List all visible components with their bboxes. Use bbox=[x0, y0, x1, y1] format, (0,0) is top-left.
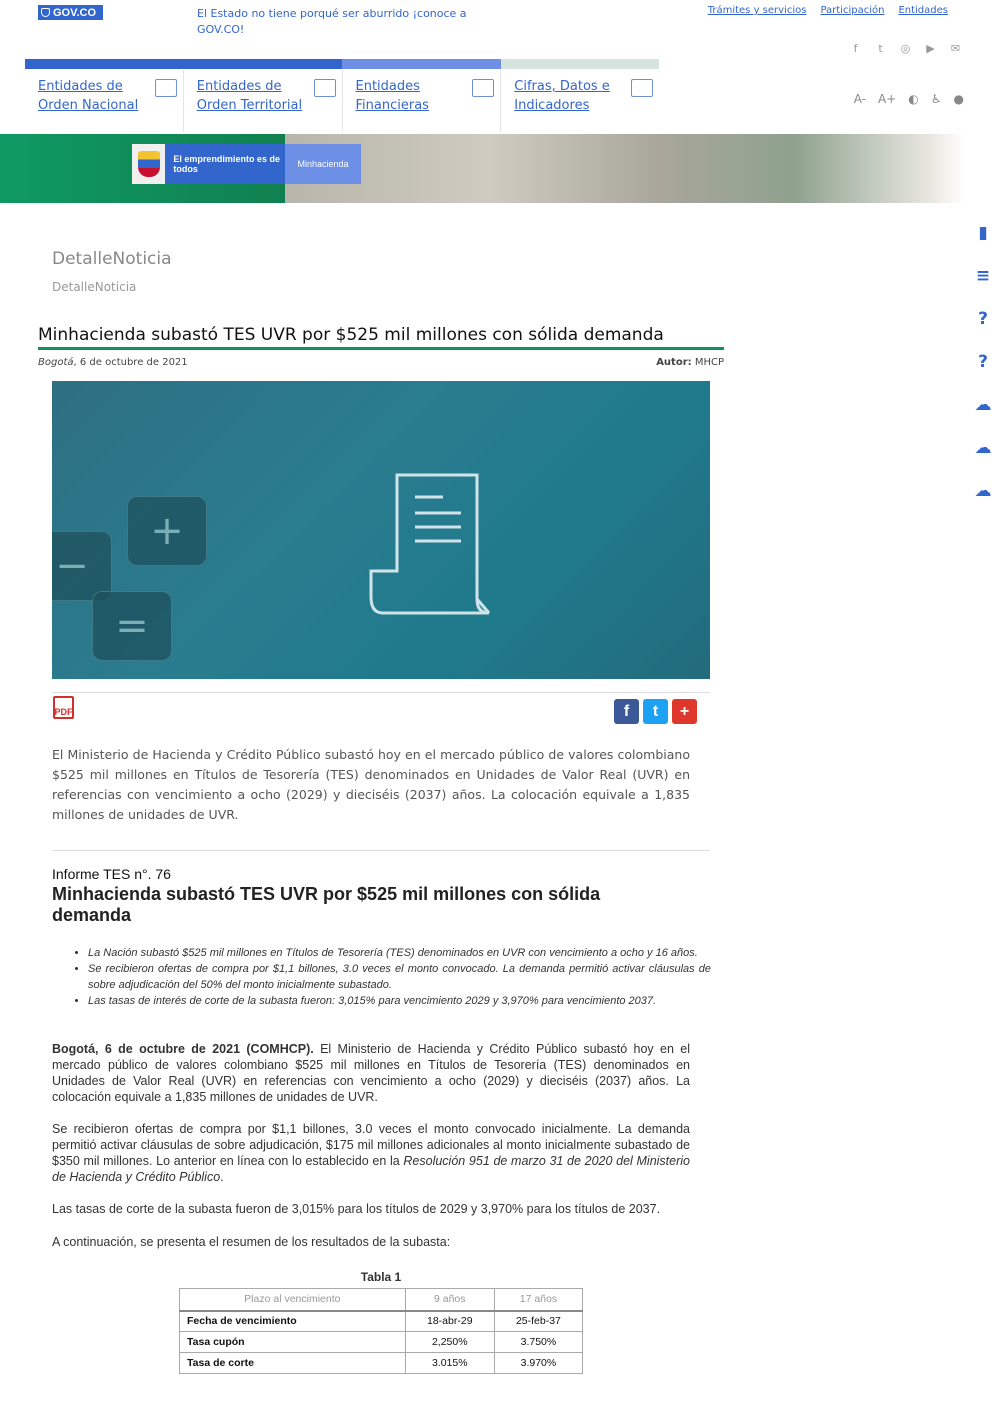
paragraph-text: El Ministerio de Hacienda y Crédito Público subastó hoy en el mercado público de valores colombiano $525 mil millones en Títulos de Tesorería (TES) denominados en Unidades de Valor Real (UVR) en referencias con vencimiento a ocho (2029) y dieciséis (2037) años. La colocación equivale a 1,835 millones de unidades de UVR. bbox=[52, 1042, 690, 1104]
page-title: DetalleNoticia bbox=[52, 249, 172, 269]
gov-co-logo[interactable] bbox=[38, 5, 103, 20]
table-cell: 25-feb-37 bbox=[494, 1311, 582, 1332]
nav-label: Entidades de Orden Territorial bbox=[196, 79, 303, 113]
list-item: • Se recibieron ofertas de compra por $1,1 billones, 3.0 veces el monto convocado. La demanda permitió activar cláusulas de sobre adjudicación del 50% del monto inicialmente subastado. bbox=[88, 961, 711, 993]
nav-item-orden-nacional[interactable] bbox=[25, 70, 184, 132]
nav-item-financieras[interactable] bbox=[343, 70, 502, 132]
breadcrumb[interactable]: DetalleNoticia bbox=[52, 280, 137, 294]
table-title: Tabla 1 bbox=[360, 1270, 402, 1284]
color-bar bbox=[25, 59, 659, 69]
paragraph-text: Se recibieron ofertas de compra por $1,1 billones, 3.0 veces el monto convocado inicialmente. La demanda permitió activar cláusulas de sobre adjudicación, $175 mil millones adicionales al monto inicialmente subastado de $350 mil millones. Lo anterior en línea con lo establecido en la bbox=[52, 1122, 690, 1168]
help-icon[interactable]: ? bbox=[978, 309, 988, 329]
twitter-share-icon[interactable]: t bbox=[643, 699, 668, 724]
facebook-share-icon[interactable]: f bbox=[614, 699, 639, 724]
entity-nav bbox=[25, 70, 659, 132]
article-title: Minhacienda subastó TES UVR por $525 mil millones con sólida demanda bbox=[38, 325, 724, 350]
results-table bbox=[179, 1288, 583, 1374]
youtube-icon[interactable]: ▶ bbox=[926, 42, 935, 55]
shield-icon bbox=[41, 8, 50, 17]
resolution-reference: Resolución 951 de marzo 31 de 2020 del Ministerio de Hacienda y Crédito Público bbox=[52, 1154, 690, 1184]
report-number: Informe TES n°. 76 bbox=[52, 866, 171, 882]
author-name: MHCP bbox=[694, 357, 724, 368]
banner-photo bbox=[285, 134, 965, 203]
chat-icon[interactable]: ☁ bbox=[974, 481, 992, 501]
mail-icon[interactable]: ✉ bbox=[950, 42, 961, 55]
article-image bbox=[52, 381, 710, 679]
bank-icon bbox=[472, 79, 494, 97]
file-text-icon[interactable]: ≡ bbox=[975, 266, 991, 286]
key-points-list bbox=[88, 945, 711, 1009]
key-shape: + bbox=[127, 496, 207, 566]
list-item: • Las tasas de interés de corte de la subasta fueron: 3,015% para vencimiento 2029 y 3,970% para vencimiento 2037. bbox=[88, 993, 711, 1009]
table-header: 17 años bbox=[494, 1289, 582, 1311]
top-links bbox=[708, 5, 948, 16]
hero-banner bbox=[0, 134, 1000, 203]
table-cell: 3.750% bbox=[494, 1332, 582, 1353]
table-header: 9 años bbox=[405, 1289, 494, 1311]
author-label: Autor: bbox=[656, 357, 692, 368]
article-dateline bbox=[38, 357, 188, 368]
chat-icon[interactable]: ☁ bbox=[974, 438, 992, 458]
table-cell: 3.970% bbox=[494, 1353, 582, 1374]
decrease-font-button[interactable]: A- bbox=[853, 92, 866, 106]
building-icon bbox=[155, 79, 177, 97]
key-shape: = bbox=[92, 591, 172, 661]
dateline-bold: Bogotá, 6 de octubre de 2021 (COMHCP). bbox=[52, 1042, 314, 1056]
article-city: Bogotá bbox=[38, 357, 74, 368]
table-cell: 3.015% bbox=[405, 1353, 494, 1374]
table-header-row bbox=[180, 1289, 583, 1311]
paragraph-end: . bbox=[220, 1170, 224, 1184]
accessibility-icon[interactable]: ♿ bbox=[930, 92, 942, 106]
banner-logo[interactable] bbox=[132, 144, 285, 184]
color-bar-segment bbox=[184, 59, 343, 69]
table-cell: 2,250% bbox=[405, 1332, 494, 1353]
table-row bbox=[180, 1332, 583, 1353]
facebook-icon[interactable]: f bbox=[853, 42, 858, 55]
share-buttons bbox=[614, 699, 697, 724]
banner-slogan: El emprendimiento es de todos bbox=[173, 154, 280, 174]
table-row bbox=[180, 1353, 583, 1374]
key-shape: − bbox=[52, 531, 112, 601]
body-paragraph bbox=[52, 1041, 690, 1105]
nav-item-orden-territorial[interactable] bbox=[184, 70, 343, 132]
gov-logo-text: GOV.CO bbox=[53, 6, 96, 19]
article-author bbox=[656, 357, 724, 368]
article-lead: El Ministerio de Hacienda y Crédito Público subastó hoy en el mercado público de valores colombiano $525 mil millones en Títulos de Tesorería (TES) denominados en Unidades de Valor Real (UVR) en referencias con vencimiento a ocho (2029) y dieciséis (2037) años. La colocación equivale a 1,835 millones de unidades de UVR. bbox=[52, 747, 690, 822]
table-cell: Tasa de corte bbox=[180, 1353, 406, 1374]
banner-entity[interactable]: Minhacienda bbox=[285, 144, 361, 184]
colombia-crest-icon bbox=[132, 144, 165, 184]
accessibility-tools bbox=[854, 92, 964, 106]
table-header: Plazo al vencimiento bbox=[180, 1289, 406, 1311]
map-icon bbox=[314, 79, 336, 97]
contrast-icon[interactable]: ◐ bbox=[908, 92, 919, 106]
body-paragraph bbox=[52, 1121, 690, 1185]
add-share-icon[interactable]: + bbox=[672, 699, 697, 724]
bank-icon bbox=[631, 79, 653, 97]
body-paragraph: Las tasas de corte de la subasta fueron de 3,015% para los títulos de 2029 y 3,970% para los títulos de 2037. bbox=[52, 1202, 661, 1216]
table-cell: Tasa cupón bbox=[180, 1332, 406, 1353]
social-links bbox=[849, 42, 962, 55]
table-cell: Fecha de vencimiento bbox=[180, 1311, 406, 1332]
list-item: • La Nación subastó $525 mil millones en Títulos de Tesorería (TES) denominados en UVR con vencimiento a ocho y 16 años. bbox=[88, 945, 711, 961]
side-toolbar bbox=[972, 222, 994, 502]
gov-bar bbox=[0, 0, 1000, 60]
gov-tagline: El Estado no tiene porqué ser aburrido ¡conoce a GOV.CO! bbox=[197, 7, 467, 36]
document-icon[interactable]: ▮ bbox=[978, 223, 988, 243]
nav-item-cifras[interactable] bbox=[501, 70, 659, 132]
body-paragraph: A continuación, se presenta el resumen de los resultados de la subasta: bbox=[52, 1235, 451, 1249]
nav-label: Entidades de Orden Nacional bbox=[38, 79, 139, 113]
divider bbox=[52, 850, 710, 851]
calculator-keypad bbox=[52, 508, 252, 679]
instagram-icon[interactable]: ◎ bbox=[900, 42, 911, 55]
color-bar-segment bbox=[25, 59, 184, 69]
divider bbox=[52, 692, 710, 693]
user-icon[interactable]: ● bbox=[953, 92, 964, 106]
increase-font-button[interactable]: A+ bbox=[878, 92, 897, 106]
pdf-icon[interactable]: PDF bbox=[53, 696, 74, 719]
link-participacion[interactable]: Participación bbox=[820, 5, 885, 16]
link-entidades[interactable]: Entidades bbox=[898, 5, 948, 16]
chat-icon[interactable]: ☁ bbox=[974, 395, 992, 415]
color-bar-segment bbox=[342, 59, 501, 69]
nav-label: Cifras, Datos e Indicadores bbox=[514, 79, 610, 113]
article-date: , 6 de octubre de 2021 bbox=[73, 357, 188, 368]
help-icon[interactable]: ? bbox=[978, 352, 988, 372]
twitter-icon[interactable]: t bbox=[878, 42, 883, 55]
article-meta bbox=[38, 357, 724, 368]
nav-label: Entidades Financieras bbox=[355, 79, 429, 113]
table-cell: 18-abr-29 bbox=[405, 1311, 494, 1332]
link-tramites[interactable]: Trámites y servicios bbox=[707, 5, 807, 16]
color-bar-segment bbox=[501, 59, 660, 69]
receipt-icon bbox=[369, 467, 497, 619]
table-row bbox=[180, 1311, 583, 1332]
report-heading: Minhacienda subastó TES UVR por $525 mil millones con sólida demanda bbox=[52, 884, 601, 925]
